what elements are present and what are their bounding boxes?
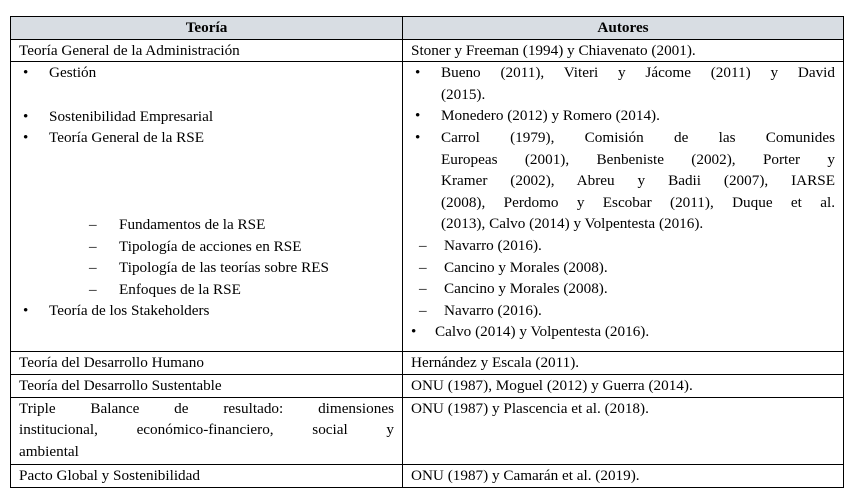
bullet-icon: • xyxy=(415,107,421,125)
bullet-icon: • xyxy=(23,107,29,125)
sub-list-item: – Enfoques de la RSE xyxy=(19,279,394,301)
authors-cell: ONU (1987) y Camarán et al. (2019). xyxy=(403,465,844,488)
table-row xyxy=(11,397,844,465)
table-row xyxy=(11,465,844,488)
header-teoria: Teoría xyxy=(11,17,403,40)
theory-cell: Teoría General de la Administración xyxy=(11,39,403,62)
theory-cell: Teoría del Desarrollo Humano xyxy=(11,352,403,375)
bullet-icon: • xyxy=(411,323,417,341)
sub-list-item: – Navarro (2016). xyxy=(411,235,835,257)
sub-list-item: – Tipología de acciones en RSE xyxy=(19,236,394,258)
authors-cell: ONU (1987) y Plascencia et al. (2018). xyxy=(403,397,844,465)
header-autores: Autores xyxy=(403,17,844,40)
theory-cell: Teoría del Desarrollo Sustentable xyxy=(11,375,403,398)
bullet-icon: • xyxy=(23,129,29,147)
list-item: • Monedero (2012) y Romero (2014). xyxy=(411,105,835,127)
theory-cell: Pacto Global y Sostenibilidad xyxy=(11,465,403,488)
bullet-icon: • xyxy=(23,64,29,82)
list-item: • Teoría General de la RSE xyxy=(19,127,394,149)
sub-list-item: – Navarro (2016). xyxy=(411,300,835,322)
sub-list-item: – Cancino y Morales (2008). xyxy=(411,278,835,300)
theories-table xyxy=(10,16,844,488)
bullet-icon: • xyxy=(23,302,29,320)
dash-icon: – xyxy=(419,301,427,319)
table-row xyxy=(11,352,844,375)
dash-icon: – xyxy=(419,280,427,298)
dash-icon: – xyxy=(89,280,97,298)
list-item: • Calvo (2014) y Volpentesta (2016). xyxy=(411,321,835,343)
list-item: • Teoría de los Stakeholders xyxy=(19,300,394,322)
list-item: • Sostenibilidad Empresarial xyxy=(19,106,394,128)
list-item: • Gestión xyxy=(19,62,394,84)
table-header-row xyxy=(11,17,844,40)
list-item: • Bueno (2011), Viteri y Jácome (2011) y David (2015). xyxy=(415,64,835,103)
sub-list-item: – Fundamentos de la RSE xyxy=(19,214,394,236)
dash-icon: – xyxy=(419,258,427,276)
table-row xyxy=(11,62,844,352)
dash-icon: – xyxy=(419,236,427,254)
dash-icon: – xyxy=(89,215,97,233)
bullet-icon: • xyxy=(415,128,421,146)
dash-icon: – xyxy=(89,259,97,277)
authors-cell xyxy=(403,62,844,352)
authors-cell: ONU (1987), Moguel (2012) y Guerra (2014). xyxy=(403,375,844,398)
dash-icon: – xyxy=(89,237,97,255)
sub-list-item: – Cancino y Morales (2008). xyxy=(411,257,835,279)
list-item: • Carrol (1979), Comisión de las Comunides Europeas (2001), Benbeniste (2002), Porter y Kramer (2002), Abreu y Badii (2007), IARSE (2008), Perdomo y Escobar (2011), Duque et al. (2013), Calvo (2014) y Volpentesta (2016). xyxy=(415,128,835,233)
authors-cell: Hernández y Escala (2011). xyxy=(403,352,844,375)
table-row xyxy=(11,375,844,398)
theory-cell: Triple Balance de resultado: dimensiones institucional, económico-financiero, social y ambiental xyxy=(11,397,403,465)
sub-list-item: – Tipología de las teorías sobre RES xyxy=(19,257,394,279)
bullet-icon: • xyxy=(415,64,421,82)
table-row xyxy=(11,39,844,62)
theory-cell xyxy=(11,62,403,352)
authors-cell: Stoner y Freeman (1994) y Chiavenato (2001). xyxy=(403,39,844,62)
